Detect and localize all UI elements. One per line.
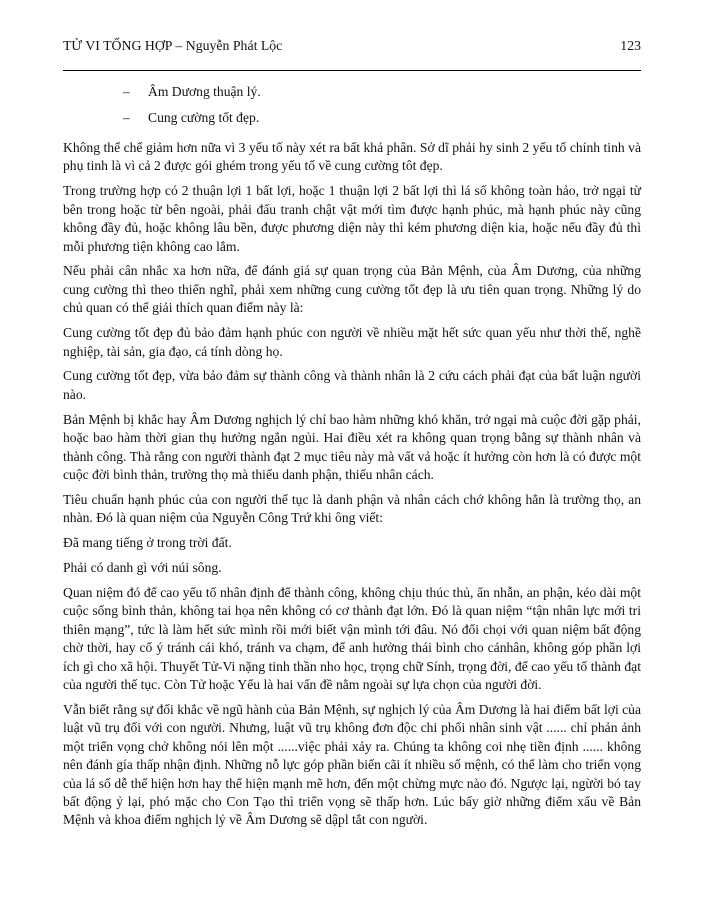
running-title: TỬ VI TỔNG HỢP – Nguyễn Phát Lộc	[63, 38, 283, 53]
paragraph: Quan niệm đó để cao yếu tố nhân định để thành công, không chịu thúc thủ, ẩn nhẫn, an phận, kéo dài một cuộc sống bình thản, không tai họa nên không có cơ thành đạt lớn. Đó là quan niệm “tận nhân lực mới tri thiên mạng”, tức là làm hết sức mình rồi mới biết vận mình tới đâu. Nó đối chọi với quan niệm bất động chờ thời, hay cố ý tránh cái khó, tránh va chạm, để anh hưởng thái bình cho cánhân, không góp phần lợi ích gì cho xã hội. Thuyết Tử-Vi nặng tinh thần nho học, trọng chữ Sính, trọng đời, để cao yếu tố thành đạt của người thế tục. Còn Tử hoặc Yểu là hai vấn đề nằm ngoài sự lựa chọn của người đời.	[63, 585, 641, 693]
list-item-text: Âm Dương thuận lý.	[148, 84, 261, 99]
list-item	[63, 105, 641, 131]
paragraph: Trong trường hợp có 2 thuận lợi 1 bất lợi, hoặc 1 thuận lợi 2 bất lợi thì lá số không toàn hảo, trở ngại từ bên trong hoặc từ bên ngoài, phải đấu tranh chật vật mới tìm được hạnh phúc, mà hạnh phúc này cũng không đầy đủ, hoặc không lâu bền, được phương diện này thì kém phương diện kia, hoặc nếu đầy đủ thì mỗi phương tiện không cao lắm.	[63, 183, 641, 254]
page-content	[63, 37, 641, 836]
paragraph: Bản Mệnh bị khắc hay Âm Dương nghịch lý chỉ bao hàm những khó khăn, trở ngại mà cuộc đời gặp phải, hoặc bao hàm thời gian thụ hưởng ngắn ngủi. Hai điều xét ra không quan trọng bằng sự thành nhân và thành công. Thà rằng con người thành đạt 2 mục tiêu này mà vất vả hoặc ít hưởng còn hơn là có được một cuộc đời bình thản, trường thọ mà thiếu danh phận, thiếu nhân cách.	[63, 411, 641, 482]
paragraph: Tiêu chuẩn hạnh phúc của con người thế tục là danh phận và nhân cách chớ không hẳn là trường thọ, an nhàn. Đó là quan niệm của Nguyễn Công Trứ khi ông viết:	[63, 491, 641, 526]
paragraph verse-line: Phải có danh gì với núi sông.	[63, 560, 222, 576]
paragraph: Cung cường tốt đẹp đủ bảo đảm hạnh phúc con người về nhiều mặt hết sức quan yếu như thời thế, nghề nghiệp, tài sản, gia đạo, cá tính dòng họ.	[63, 325, 641, 359]
bullet-list	[63, 79, 641, 131]
paragraph: Không thể chế giảm hơn nữa vì 3 yếu tố này xét ra bất khả phân. Sở dĩ phải hy sinh 2 yếu tố chính tinh và phụ tinh là vì cả 2 được gói ghém trong yếu tố về cung cường tôt đẹp.	[63, 140, 641, 174]
page-header	[63, 37, 641, 54]
header-divider	[63, 70, 641, 71]
list-item-text: Cung cường tốt đẹp.	[148, 110, 260, 125]
paragraph verse-line: Đã mang tiếng ở trong trời đất.	[63, 535, 232, 551]
paragraph: Cung cường tốt đẹp, vừa bảo đảm sự thành công và thành nhân là 2 cứu cách phải đạt của bất luận người nào.	[63, 368, 641, 402]
body-text	[63, 139, 641, 830]
paragraph: Nếu phải cân nhắc xa hơn nữa, để đánh giá sự quan trọng của Bản Mệnh, của Âm Dương, của những cung cường thì theo thiển nghĩ, phải xem những cung cường tốt đẹp là ưu tiên quan trọng. Những lý do chủ quan có thể giải thích quan điểm này là:	[63, 263, 641, 316]
page-number: 123	[620, 38, 641, 53]
list-item	[63, 79, 641, 105]
dash-bullet-icon: –	[123, 84, 130, 99]
paragraph: Vẫn biết rằng sự đối khắc về ngũ hành của Bản Mệnh, sự nghịch lý của Âm Dương là hai điểm bất lợi của luật vũ trụ đối với con người. Nhưng, luật vũ trụ không đơn độc chi phối nhân sinh vật ...... chỉ phản ảnh một triển vọng chở không nói lên một ......việc phải xảy ra. Chúng ta không coi nhẹ tiền định ...... không nên đánh gía thấp nhận định. Những nỗ lực góp phần biến cãi ít nhiều số mệnh, có thể làm cho triển vọng của lá số dễ thể hiện hơn hay thể hiện mạnh mẽ hơn, đến một chừng mực nào đó. Ngược lại, ngừời bó tay bất động ỷ lại, phó mặc cho Con Tạo thì triển vọng sẽ thấp hơn. Lúc bấy giờ những điểm xấu về Bản Mệnh và khoa điểm nghịch lý về Âm Dương sẽ dậpl tắt con người.	[63, 701, 641, 828]
dash-bullet-icon: –	[123, 110, 130, 125]
